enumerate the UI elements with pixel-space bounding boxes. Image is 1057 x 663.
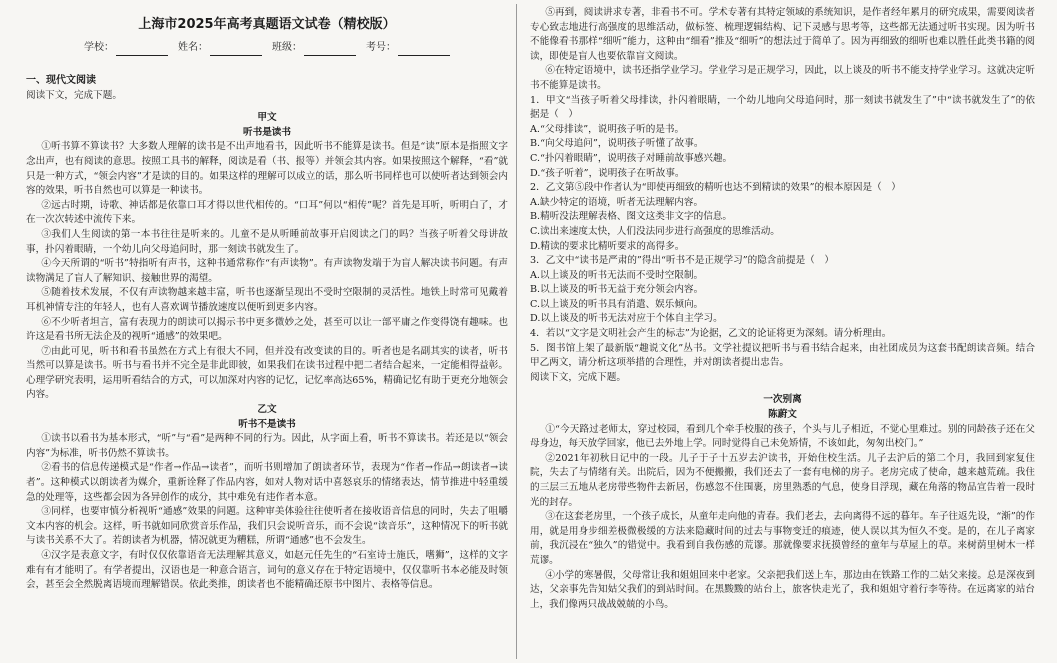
story-author: 陈蔚文 [768,409,797,421]
answer-option: C.以上谈及的听书具有消遣、娱乐倾向。 [530,298,704,310]
answer-option: B.以上谈及的听书无益于充分领会内容。 [530,284,704,296]
text-b-paragraph: ③同样，也要审慎分析视听“通感”效果的问题。这种审美体验往往使听者在接收语音信息的同时，失去了咀嚼文本内容的机会。这样，听书就如同欣赏音乐作品，我们只会说听音乐，而不会说“读音乐”，这种情况下的听书就与读书关系不大了。若朗读者为机器，情况就更为糟糕，所谓“通感”也不会发生。 [26,506,508,547]
class-field [272,40,356,56]
answer-option: B.“向父母追问”，说明孩子听懂了故事。 [530,138,704,150]
question: 5．图书馆上架了最新版“趣说文化”丛书。文学社提议把听书与看书结合起来，由社团成员为这套书配朗读音频。结合甲乙两文，请分析这项举措的合理性，并对朗读者提出忠告。 [530,342,1035,369]
section-heading: 一、现代文阅读 [26,75,96,86]
exam-title: 上海市2025年高考真题语文试卷（精校版） [138,17,396,32]
text-b-paragraph: ②看书的信息传递模式是“作者→作品→读者”，而听书则增加了朗读者环节，表现为“作者→作品→朗读者→读者”。这种模式以朗读者为媒介，重新诠释了作品内容，如对人物对话中喜怒哀乐的情绪表达，情节推进中轻重缓急的处理等，这些都会因为各异创作的成分，其中难免有违作者本意。 [26,462,508,503]
text-a-paragraph: ③我们人生阅读的第一本书往往是听来的。儿童不是从听睡前故事开启阅读之门的吗？当孩子听着父母讲故事，扑闪着眼睛，一个幼儿向父母追问时，那一刻读书就发生了。 [26,228,508,255]
story-paragraph: ③在这套老房里，一个孩子成长，从童年走向他的青春。我们老去，去向离得不远的暮年。车子往返先设，“渐”的作用，就是用身步细差极微极缓的方法来隐藏时间的过去与事物变迁的痕迹，使人误以其为恒久不变。是的，在儿子离家前，我沉浸在“独久”的错觉中。我看到自我伤感的荒谬。那就像要求抚摸曾经的童年与草屋上的草。来树荫里树木一样荒谬。 [530,511,1035,566]
text-a-title: 听书是读书 [243,126,291,138]
name-blank [210,43,262,56]
story-paragraph: ④小学的寒暑假，父母常让我和姐姐回来中老家。父亲把我们送上车，那边由在铁路工作的二姑父来接。总是深夜到达，父亲事先告知姑父我们的到站时间。在黑黢黢的站台上，旅客快走光了，我和姐姐守着行李等待。在远离家的站台上，我们像两只战战兢兢的小鸟。 [530,569,1035,610]
answer-option: D.精读的要求比精听要求的高得多。 [530,240,685,252]
exam-number-blank [398,43,450,56]
question: 2．乙文第⑤段中作者认为“即使再细致的精听也达不到精读的效果”的根本原因是（ ） [530,182,901,194]
column-divider [516,4,517,659]
text-a-paragraph: ⑥不少听者坦言，富有表现力的朗读可以揭示书中更多微妙之处，甚至可以让一部平庸之作变得饶有趣味。也许这是看书所无法企及的视听“通感”的效果吧。 [26,316,508,343]
class-blank [304,43,356,56]
text-a-paragraph: ⑤随着技术发展，不仅有声读物越来越丰富，听书也逐渐呈现出不受时空限制的灵活性。地铁上时常可见戴着耳机神情专注的年轻人，也有人喜欢调节播放速度以便听到更多内容。 [26,287,508,313]
text-b-paragraph: ⑤再到，阅读讲求专著，非看书不可。学术专著有其特定领域的系统知识，是作者经年累月的研究成果，需要阅读者专心致志地进行高强度的思维活动，做标签、梳理逻辑结构、记下灵感与思考等，这些都无法通过听书实现。因为听书不能像看书那样“细听”能力，这种由“细看”推及“细听”的想法过于简单了。因为再细致的细听也难以胜任此类书籍的阅读，即使是盲人也要依靠盲文阅读。 [530,7,1035,62]
school-blank [116,43,168,56]
school-field [84,40,168,56]
text-a-paragraph: ①听书算不算读书？大多数人理解的读书是不出声地看书，因此听书不能算是读书。但是“读”原本是指照文字念出声，也有阅读的意思。按照工具书的解释，阅读是看（书、报等）并领会其内容。如果按照这个解释，“看”就只是一种方式，“领会内容”才是读的目的。如果这样的理解可以成立的话，那么听书同样也可以使听者达到领会内容的效果，听书自然也可以算是一种读书。 [26,141,508,197]
name-label: 姓名： [178,42,208,53]
class-label: 班级： [272,42,302,53]
story-title: 一次别离 [763,394,802,406]
answer-option: C.读出来速度太快，人们没法同步进行高强度的思维活动。 [530,225,780,237]
text-b-paragraph: ④汉字是表意文字，有时仅仅依靠语音无法理解其意义，如赵元任先生的“石室诗士施氏，嗜狮”，这样的文字难有有才能明了。有学者提出，汉语也是一种意合语言，词句的意义存在于特定语境中，仅仅靠听书本必能及时领会，甚至会全然脱离语境而理解错误。依此类推，朗读者也不能精确还原书中图片、表格等信息。 [26,550,508,591]
text-b-paragraph: ⑥在特定语境中，读书还指学业学习。学业学习是正规学习，因此，以上谈及的听书不能支持学业学习。这就决定听书不能算是读书。 [530,65,1035,91]
answer-option: D.以上谈及的听书无法对应于个体自主学习。 [530,313,723,325]
answer-option: A.“父母排读”，说明孩子听的是书。 [530,123,685,135]
text-a-paragraph: ④今天所谓的“听书”特指听有声书，这种书通常称作“有声读物”。有声读物发端于为盲人解决读书问题。有声读物满足了盲人了解知识、接触世界的渴望。 [26,258,508,284]
story-paragraph: ②2021年初秋日记中的一段。儿子于子十五岁去沪读书，开始住校生活。儿子去沪后的第二个月，我回到家复住院，失去了与情绪有关。出院后，因为不便搬搬，我们还去了一套有电梯的房子。老房完成了使命，越来越荒疏。我住的三层三五地从老房带些物件去新居，伤感忽不住围裹，房里熟悉的气息，使身目浮现，藏在角落的物品宣告着一段时光的封存。 [530,452,1035,508]
student-info-row [26,40,508,56]
reading-instruction: 阅读下文，完成下题。 [26,89,122,101]
answer-option: B.精听没法理解表格、图文这类非文字的信息。 [530,211,732,223]
answer-option: A.以上谈及的听书无法而不受时空限制。 [530,269,704,281]
question: 1．甲文“当孩子听着父母排读，扑闪着眼睛，一个幼儿地向父母追问时，那一刻读书就发生了”中“读书就发生了”的依据是（ ） [530,94,1035,121]
left-column [26,6,508,593]
reading-instruction: 阅读下文，完成下题。 [530,371,626,383]
text-a-paragraph: ⑦由此可见，听书和看书虽然在方式上有很大不同，但并没有改变读的目的。听者也是名副其实的读者，听书当然可以算是读书。听书与看书并不完全是非此即彼，如果我们在读书过程中把二者结合起来，一定能相得益彰。心理学研究表明，运用听看结合的方式，可以加深对内容的记忆，记忆率高达65%，精确记忆有助于更充分地领会内容。 [26,345,508,401]
exam-number-field [366,40,450,56]
story-paragraph: ①“今天路过老师太，穿过校园，看到几个牵手校服的孩子，个头与儿子相近，不觉心里难过。别的同龄孩子还在父母身边，每天放学回家，他已去外地上学。同时觉得自己未免矫情，不该如此，匆匆出校门。” [530,423,1035,450]
text-b-paragraph: ①读书以看书为基本形式，“听”与“看”是两种不同的行为。因此，从字面上看，听书不算读书。若还是以“领会内容”为标准，听书仍然不算读书。 [26,433,508,459]
answer-option: C.“扑闪着眼睛”，说明孩子对睡前故事感兴趣。 [530,152,733,164]
answer-option: A.缺少特定的语境，听者无法理解内容。 [530,196,704,208]
text-a-label: 甲文 [257,112,277,124]
school-label: 学校： [84,42,114,53]
question: 4．若以“文字是文明社会产生的标志”为论据，乙文的论证将更为深刻。请分析理由。 [530,328,892,340]
answer-option: D.“孩子听着”，说明孩子在听故事。 [530,167,685,179]
right-column [530,6,1035,612]
text-b-title: 听书不是读书 [238,418,296,430]
text-a-paragraph: ②远古时期，诗歌、神话都是依靠口耳才得以世代相传的。“口耳”何以“相传”呢？首先是耳听，听明白了，才在一次次转述中流传下来。 [26,199,508,226]
name-field [178,40,262,56]
question: 3．乙文中“读书是严肃的”得出“听书不是正规学习”的隐含前提是（ ） [530,255,834,267]
exam-number-label: 考号： [366,42,396,53]
text-b-label: 乙文 [257,404,277,416]
